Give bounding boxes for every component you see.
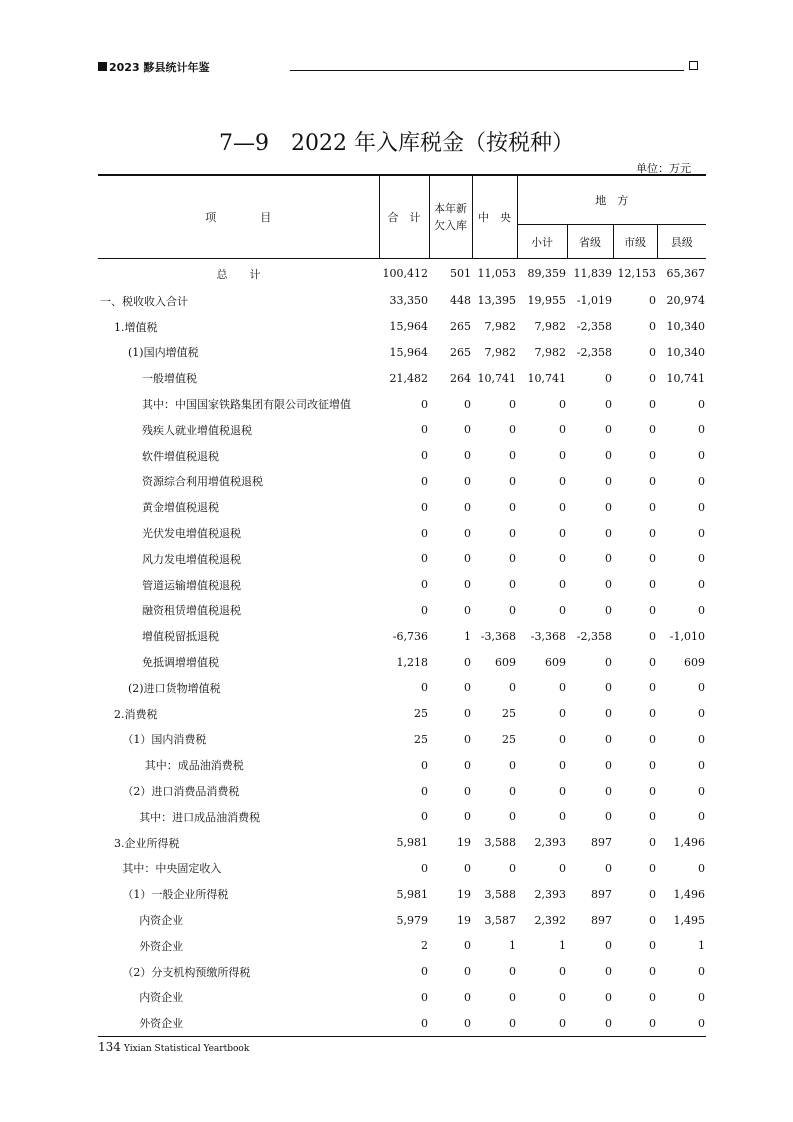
cell-value: 5,981 [396,836,428,850]
cell-value: 0 [464,861,471,875]
cell-value: 2,393 [534,836,566,850]
cell-value: 0 [698,474,705,488]
cell-value: 0 [559,784,566,798]
cell-value: 0 [605,810,612,824]
cell-value: 0 [605,578,612,592]
col-header-item: 项 目 [98,175,379,259]
cell-value: 0 [605,371,612,385]
table-row [98,727,706,753]
table-row [98,623,706,649]
row-label: 软件增值税退税 [142,449,219,463]
cell-value: 19 [457,913,471,927]
table-row [98,752,706,778]
cell-value: 0 [605,500,612,514]
cell-value: 0 [605,423,612,437]
cell-value: 609 [495,655,516,669]
cell-value: 0 [421,449,428,463]
cell-value: 0 [605,603,612,617]
row-label: （2）分支机构预缴所得税 [122,965,251,979]
cell-value: 0 [509,681,516,695]
cell-value: -2,358 [576,320,612,334]
cell-value: 0 [509,990,516,1004]
table-row [98,443,706,469]
cell-value: 0 [649,887,656,901]
cell-value: 897 [591,887,612,901]
table-row [98,598,706,624]
table-row [98,572,706,598]
page-footer [98,1040,249,1054]
cell-value: 1 [698,939,705,953]
cell-value: 897 [591,913,612,927]
cell-value: 0 [464,965,471,979]
row-label: 残疾人就业增值税退税 [142,423,252,437]
row-label: 其中：中国国家铁路集团有限公司改征增值 [142,398,351,412]
cell-value: 0 [698,552,705,566]
row-label: 融资租赁增值税退税 [142,604,241,618]
col-header-subtotal: 小计 [517,225,567,259]
cell-value: 0 [559,990,566,1004]
cell-value: 0 [464,500,471,514]
table-row [98,649,706,675]
row-label: 内资企业 [139,991,184,1005]
row-label: 黄金增值税退税 [142,501,219,515]
cell-value: 0 [649,758,656,772]
cell-value: 0 [464,655,471,669]
tax-table [98,174,706,1037]
cell-value: 0 [567,1010,613,1036]
cell-value: 0 [605,449,612,463]
cell-value: 19 [457,836,471,850]
cell-value: 0 [464,423,471,437]
cell-value: 3,588 [484,887,516,901]
row-label: 光伏发电增值税退税 [142,527,241,541]
cell-value: 0 [509,526,516,540]
cell-value: 0 [657,1010,706,1036]
cell-value: 15,964 [389,320,428,334]
cell-value: 0 [429,1010,472,1036]
table-row [98,314,706,340]
cell-value: 0 [421,552,428,566]
col-header-total: 合 计 [379,175,429,259]
row-label: 3.企业所得税 [114,836,180,850]
cell-value: 3,588 [484,836,516,850]
cell-value: 0 [649,320,656,334]
cell-value: 0 [509,552,516,566]
cell-value: 0 [698,990,705,1004]
cell-value: 20,974 [666,294,705,308]
col-header-arrears-line1: 本年新 [434,202,467,215]
cell-value: 0 [649,526,656,540]
cell-value: 0 [464,526,471,540]
cell-value: 609 [545,655,566,669]
cell-value: 0 [698,397,705,411]
cell-value: 0 [698,861,705,875]
table-row [98,804,706,830]
cell-value: 0 [509,784,516,798]
cell-value: 0 [649,294,656,308]
cell-value: 0 [559,578,566,592]
cell-value: 7,982 [484,345,516,359]
cell-value: 0 [559,965,566,979]
cell-value: 0 [559,681,566,695]
cell-value: 897 [591,836,612,850]
cell-value: 264 [450,371,471,385]
cell-value: 0 [464,707,471,721]
col-header-city: 市级 [613,225,657,259]
cell-value: 19,955 [527,294,566,308]
cell-value: 0 [464,939,471,953]
cell-value: 12,153 [617,267,656,280]
cell-value: 0 [464,449,471,463]
header-title: 2023 黟县统计年鉴 [109,61,210,74]
row-label: 1.增值税 [114,320,158,334]
cell-value: 0 [421,810,428,824]
cell-value: 0 [559,526,566,540]
cell-value: 0 [509,965,516,979]
cell-value: 11,839 [573,267,612,280]
cell-value: 448 [450,294,471,308]
cell-value: 15,964 [389,345,428,359]
cell-value: 0 [559,552,566,566]
cell-value: 265 [450,345,471,359]
cell-value: 0 [649,500,656,514]
cell-value: 0 [698,578,705,592]
table-row [98,701,706,727]
cell-value: 0 [421,500,428,514]
cell-value: 25 [502,707,516,721]
cell-value: 0 [421,965,428,979]
cell-value: 0 [698,681,705,695]
header-box-marker [689,61,698,70]
cell-value: 33,350 [389,294,428,308]
cell-value: 0 [421,423,428,437]
cell-value: 0 [509,810,516,824]
table-row [98,933,706,959]
col-header-arrears-line2: 欠入库 [434,219,467,232]
table-title: 7—9 2022 年入库税金（按税种） [219,131,574,156]
table-row [98,520,706,546]
cell-value: -2,358 [576,345,612,359]
row-label: 免抵调增增值税 [142,656,219,670]
row-label: 2.消费税 [114,707,158,721]
col-header-province: 省级 [567,225,613,259]
cell-value: 0 [649,784,656,798]
cell-value: 0 [605,861,612,875]
row-label: 总 计 [216,267,261,281]
cell-value: -1,019 [576,294,612,308]
row-label: （1）国内消费税 [122,733,207,747]
cell-value: 0 [698,965,705,979]
cell-value: 0 [698,526,705,540]
cell-value: 7,982 [534,345,566,359]
cell-value: 3,587 [484,913,516,927]
cell-value: -6,736 [392,629,428,643]
table-row [98,959,706,985]
cell-value: 0 [509,578,516,592]
footer-book-title: Yixian Statistical Yeartbook [123,1044,250,1054]
cell-value: 0 [605,784,612,798]
cell-value: 2,392 [534,913,566,927]
row-label: 一、税收收入合计 [100,294,188,308]
col-header-central: 中 央 [472,175,517,259]
row-label: 其中：成品油消费税 [144,759,244,773]
cell-value: 2,393 [534,887,566,901]
cell-value: 0 [605,939,612,953]
cell-value: 0 [698,784,705,798]
cell-value: 0 [464,397,471,411]
cell-value: 0 [649,371,656,385]
cell-value: 0 [509,500,516,514]
cell-value: 0 [605,732,612,746]
cell-value: 0 [649,707,656,721]
cell-value: 0 [649,655,656,669]
table-row [98,469,706,495]
cell-value: 0 [649,861,656,875]
row-label: 内资企业 [139,914,184,928]
unit-label: 单位：万元 [636,162,691,175]
cell-value: 0 [509,449,516,463]
row-label: （2）进口消费品消费税 [122,785,240,799]
cell-value: 0 [559,449,566,463]
cell-value: 0 [605,397,612,411]
row-label: （1）一般企业所得税 [122,888,229,902]
cell-value: 0 [698,732,705,746]
cell-value: 65,367 [666,267,705,280]
cell-value: 0 [613,1010,657,1036]
row-label: 一般增值税 [142,372,197,386]
cell-value: 0 [421,603,428,617]
cell-value: 0 [649,397,656,411]
cell-value: 1,496 [673,887,705,901]
running-header [98,60,698,74]
cell-value: -3,368 [480,629,516,643]
header-rule [290,70,684,71]
cell-value: 10,741 [527,371,566,385]
table-row [98,1010,706,1036]
cell-value: 10,340 [666,320,705,334]
cell-value: 0 [649,449,656,463]
cell-value: 0 [559,474,566,488]
cell-value: 0 [421,397,428,411]
cell-value: 1 [559,939,566,953]
cell-value: 0 [649,810,656,824]
page-number: 134 [98,1040,121,1054]
row-label: 其中：中央固定收入 [122,862,222,876]
table-row [98,494,706,520]
cell-value: 0 [421,784,428,798]
table-row [98,391,706,417]
cell-value: 11,053 [477,267,516,280]
cell-value: 25 [414,732,428,746]
cell-value: 1,495 [673,913,705,927]
cell-value: 0 [559,707,566,721]
cell-value: 25 [414,707,428,721]
cell-value: 0 [605,552,612,566]
cell-value: 0 [559,603,566,617]
cell-value: 0 [649,732,656,746]
cell-value: 7,982 [534,320,566,334]
table-row [98,830,706,856]
cell-value: 19 [457,887,471,901]
cell-value: 0 [464,681,471,695]
cell-value: 0 [379,1010,429,1036]
table-row [98,881,706,907]
cell-value: 1 [464,629,471,643]
cell-value: 13,395 [477,294,516,308]
cell-value: 0 [509,758,516,772]
cell-value: 5,981 [396,887,428,901]
cell-value: 0 [698,449,705,463]
cell-value: 0 [464,758,471,772]
row-label: 外资企业 [98,1010,379,1036]
cell-value: 0 [472,1010,517,1036]
table-row [98,365,706,391]
cell-value: 0 [649,836,656,850]
row-label: (2)进口货物增值税 [128,681,221,695]
cell-value: 0 [509,423,516,437]
cell-value: 609 [684,655,705,669]
table-row [98,417,706,443]
cell-value: 0 [698,423,705,437]
cell-value: 0 [649,629,656,643]
cell-value: 0 [559,810,566,824]
cell-value: 1 [509,939,516,953]
col-header-arrears [429,175,472,259]
cell-value: 0 [605,707,612,721]
cell-value: 0 [605,758,612,772]
table-row [98,778,706,804]
cell-value: 5,979 [396,913,428,927]
cell-value: 0 [464,784,471,798]
cell-value: 2 [421,939,428,953]
cell-value: 0 [698,603,705,617]
header-square-marker [98,62,107,71]
cell-value: 0 [509,474,516,488]
cell-value: -1,010 [669,629,705,643]
cell-value: 0 [698,758,705,772]
table-row [98,907,706,933]
cell-value: 0 [605,655,612,669]
cell-value: 0 [509,397,516,411]
col-header-county: 县级 [657,225,706,259]
cell-value: 0 [559,397,566,411]
cell-value: 0 [649,681,656,695]
table-body [98,259,706,1037]
cell-value: 0 [649,990,656,1004]
cell-value: 0 [559,500,566,514]
cell-value: 0 [509,861,516,875]
table-row [98,546,706,572]
cell-value: 10,741 [666,371,705,385]
table-row [98,675,706,701]
cell-value: 0 [464,732,471,746]
cell-value: 0 [559,423,566,437]
cell-value: 0 [464,810,471,824]
cell-value: 0 [421,861,428,875]
cell-value: 0 [464,578,471,592]
cell-value: 0 [649,965,656,979]
cell-value: 0 [649,423,656,437]
col-header-local: 地 方 [517,175,706,225]
table-row [98,856,706,882]
row-label: 增值税留抵退税 [142,630,219,644]
cell-value: 10,741 [477,371,516,385]
cell-value: 1,496 [673,836,705,850]
row-label: 外资企业 [139,939,184,953]
cell-value: 0 [464,552,471,566]
cell-value: 0 [464,990,471,1004]
row-label: 其中：进口成品油消费税 [139,810,261,824]
cell-value: 7,982 [484,320,516,334]
cell-value: 0 [649,603,656,617]
cell-value: 0 [698,810,705,824]
cell-value: 0 [605,474,612,488]
cell-value: 0 [649,345,656,359]
cell-value: 0 [605,681,612,695]
row-label: 管道运输增值税退税 [142,578,241,592]
cell-value: 10,340 [666,345,705,359]
table-row [98,288,706,314]
cell-value: 0 [421,681,428,695]
cell-value: 0 [649,939,656,953]
cell-value: 0 [559,758,566,772]
cell-value: 0 [509,603,516,617]
cell-value: 0 [605,965,612,979]
cell-value: 0 [421,758,428,772]
cell-value: 0 [559,732,566,746]
cell-value: 0 [605,526,612,540]
cell-value: 21,482 [389,371,428,385]
cell-value: -3,368 [530,629,566,643]
cell-value: 0 [421,578,428,592]
table-row [98,985,706,1011]
cell-value: 501 [450,267,471,280]
cell-value: 0 [649,552,656,566]
cell-value: 0 [605,990,612,1004]
cell-value: 0 [698,500,705,514]
table-header [98,175,706,259]
cell-value: 0 [421,990,428,1004]
cell-value: 0 [649,913,656,927]
cell-value: 100,412 [382,267,428,280]
cell-value: 89,359 [527,267,566,280]
cell-value: 25 [502,732,516,746]
row-label: 资源综合利用增值税退税 [142,475,263,489]
table-row [98,259,706,289]
cell-value: 0 [421,474,428,488]
cell-value: 0 [698,707,705,721]
cell-value: 0 [559,861,566,875]
cell-value: 0 [649,578,656,592]
cell-value: 0 [421,526,428,540]
cell-value: 0 [464,474,471,488]
cell-value: 0 [464,603,471,617]
table-row [98,340,706,366]
cell-value: 0 [517,1010,567,1036]
cell-value: 0 [649,474,656,488]
row-label: 风力发电增值税退税 [142,552,241,566]
cell-value: 265 [450,320,471,334]
cell-value: -2,358 [576,629,612,643]
row-label: (1)国内增值税 [128,346,199,360]
cell-value: 1,218 [396,655,428,669]
